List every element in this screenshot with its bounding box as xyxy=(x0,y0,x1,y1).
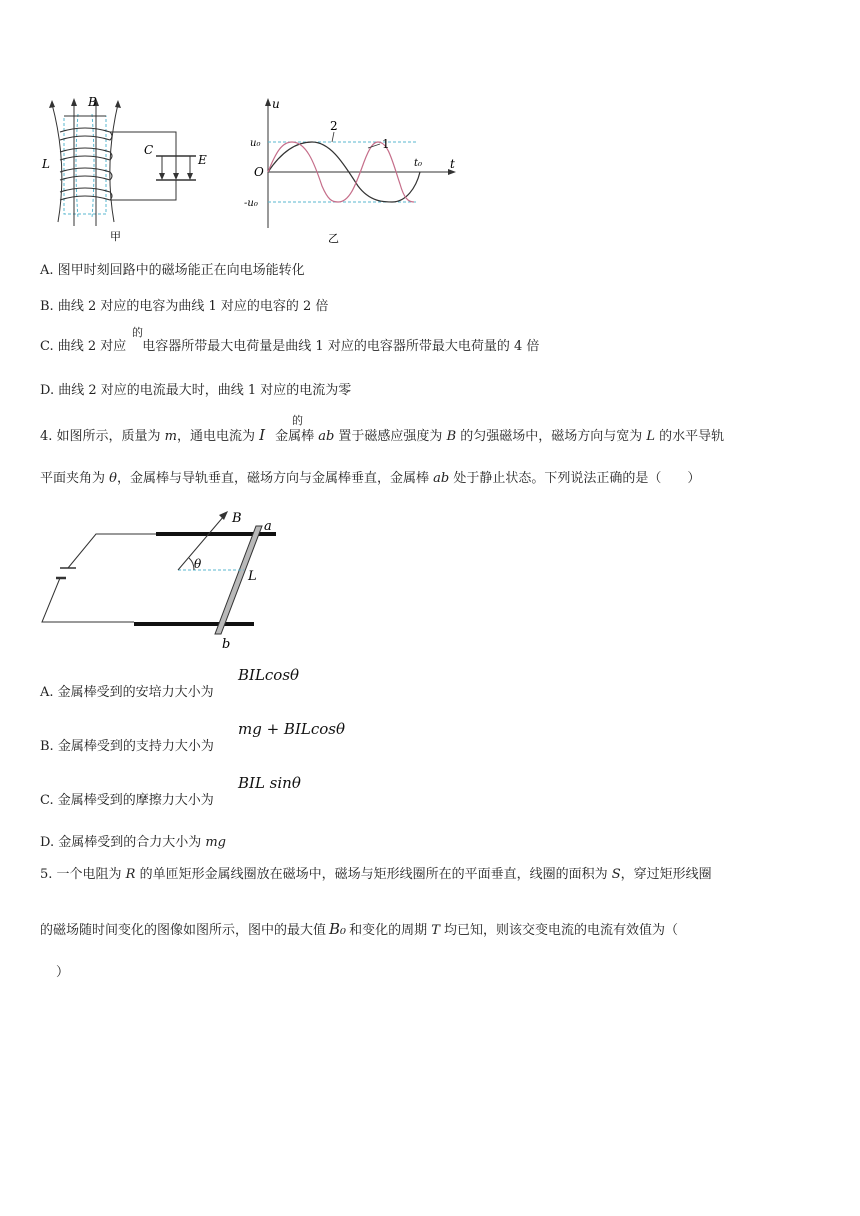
label-E-jia: E xyxy=(198,153,207,167)
q4-stem-line-1 xyxy=(40,426,724,446)
q5-var-T: T xyxy=(431,923,440,938)
q5-stem-1c: ，穿过矩形线圈 xyxy=(620,867,712,882)
q4-var-L: L xyxy=(646,429,656,444)
q3-option-c-prefix: C. 曲线 2 对应 xyxy=(40,339,127,354)
label-t0: t₀ xyxy=(414,158,423,169)
q3-option-a: A. 图甲时刻回路中的磁场能正在向电场能转化 xyxy=(40,263,305,278)
label-B-rail: B xyxy=(232,511,242,526)
q4-var-theta: θ xyxy=(109,471,117,486)
label-B-jia: B xyxy=(88,95,97,109)
q4-stem-2a: 平面夹角为 xyxy=(40,471,110,486)
q4-option-d-mg: mg xyxy=(205,835,227,850)
figure-yi xyxy=(236,96,466,246)
label-u0: u₀ xyxy=(250,138,261,149)
q3-option-b: B. 曲线 2 对应的电容为曲线 1 对应的电容的 2 倍 xyxy=(40,299,329,314)
q5-stem-1a: 5. 一个电阻为 xyxy=(40,867,126,882)
q4-stem-1c: 金属棒 xyxy=(275,429,319,444)
q4-stem-1e: 的匀强磁场中，磁场方向与宽为 xyxy=(456,429,647,444)
q5-stem-line-1 xyxy=(40,866,712,884)
label-L-rail: L xyxy=(248,569,257,584)
q4-option-d-prefix: D. 金属棒受到的合力大小为 xyxy=(40,835,206,850)
axis-u: u xyxy=(272,97,280,111)
q4-var-ab: ab xyxy=(318,429,335,444)
q3-option-c-suffix: 电容器所带最大电荷量是曲线 1 对应的电容器所带最大电荷量的 4 倍 xyxy=(142,339,540,354)
q3-option-c xyxy=(40,338,539,356)
q4-de: 的 xyxy=(292,414,303,427)
q5-stem-line-2 xyxy=(40,920,678,940)
q4-stem-1d: 置于磁感应强度为 xyxy=(334,429,447,444)
q4-stem-1a: 4. 如图所示，质量为 xyxy=(40,429,165,444)
q4-formula-b: mg + BILcosθ xyxy=(238,720,345,738)
figure-yi-caption: 乙 xyxy=(328,232,339,245)
q4-stem-2c: 处于静止状态。下列说法正确的是（ ） xyxy=(449,471,701,486)
q4-option-b: B. 金属棒受到的支持力大小为 xyxy=(40,739,214,754)
q5-var-R: R xyxy=(125,867,136,882)
q4-stem-line-2 xyxy=(40,470,700,488)
figure-jia xyxy=(38,94,218,244)
q4-var-I: I xyxy=(259,426,266,444)
q5-stem-2b: 和变化的周期 xyxy=(349,923,432,938)
q5-var-B0: B₀ xyxy=(329,920,347,938)
q4-option-a: A. 金属棒受到的安培力大小为 xyxy=(40,685,214,700)
label-a: a xyxy=(264,519,272,534)
figure-rail xyxy=(38,502,288,650)
q4-var-ab2: ab xyxy=(433,471,450,486)
q5-stem-1b: 的单匝矩形金属线圈放在磁场中，磁场与矩形线圈所在的平面垂直，线圈的面积为 xyxy=(135,867,612,882)
q4-stem-2b: ，金属棒与导轨垂直，磁场方向与金属棒垂直，金属棒 xyxy=(116,471,434,486)
label-curve-1: 1 xyxy=(382,137,390,151)
q4-formula-c: BIL sinθ xyxy=(238,774,301,792)
q5-stem-2c: 均已知，则该交变电流的电流有效值为（ xyxy=(439,923,679,938)
q5-stem-line-3: ） xyxy=(56,965,70,980)
label-neg-u0: -u₀ xyxy=(244,198,258,209)
label-curve-2: 2 xyxy=(330,119,338,133)
q3-option-d: D. 曲线 2 对应的电流最大时，曲线 1 对应的电流为零 xyxy=(40,383,352,398)
figure-jia-caption: 甲 xyxy=(110,230,121,243)
q4-formula-a: BILcosθ xyxy=(238,666,300,684)
axis-t: t xyxy=(450,157,455,171)
q4-stem-1b: ，通电电流为 xyxy=(177,429,260,444)
q4-option-d xyxy=(40,834,226,852)
label-theta: θ xyxy=(194,557,202,571)
q5-stem-2a: 的磁场随时间变化的图像如图所示，图中的最大值 xyxy=(40,923,327,938)
label-C-jia: C xyxy=(144,143,154,157)
q4-var-B: B xyxy=(446,429,457,444)
q3-option-c-de: 的 xyxy=(132,326,143,339)
q4-stem-1f: 的水平导轨 xyxy=(655,429,725,444)
label-L-jia: L xyxy=(42,157,50,171)
label-b: b xyxy=(222,637,231,650)
q5-var-S: S xyxy=(611,867,621,882)
q4-var-m: m xyxy=(164,429,177,444)
origin-O: O xyxy=(254,165,264,179)
q4-option-c: C. 金属棒受到的摩擦力大小为 xyxy=(40,793,214,808)
